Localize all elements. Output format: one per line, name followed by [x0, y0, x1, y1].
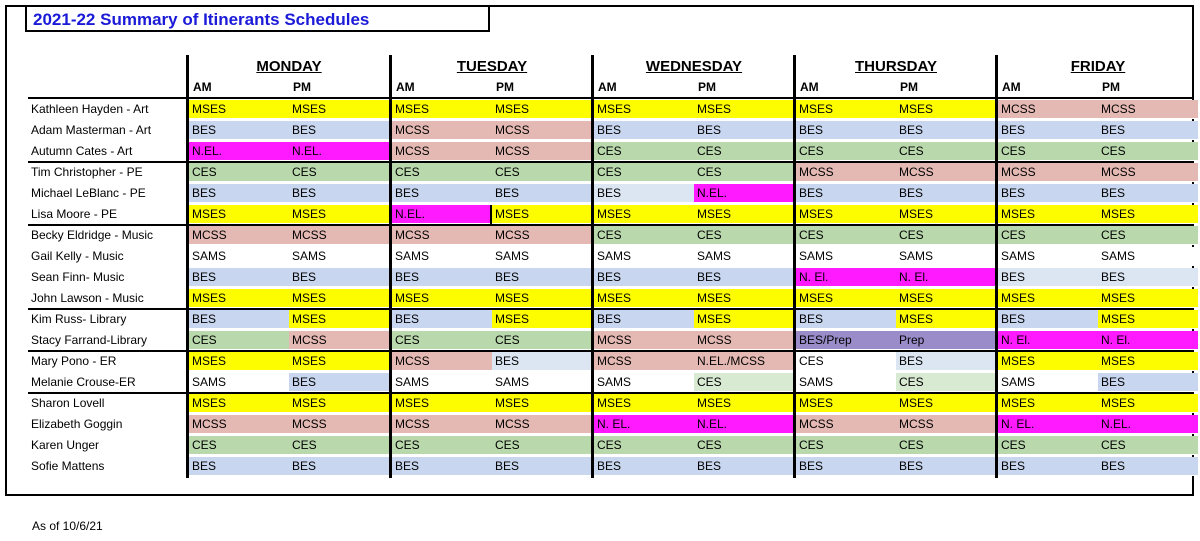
schedule-cell: BES [392, 268, 492, 287]
schedule-cell: CES [896, 142, 996, 161]
schedule-cell: CES [392, 163, 492, 182]
schedule-cell: MCSS [289, 331, 389, 350]
pm-header: PM [496, 80, 514, 94]
schedule-cell: MCSS [492, 142, 592, 161]
schedule-cell: BES [896, 352, 996, 371]
staff-name: Gail Kelly - Music [31, 249, 124, 263]
schedule-cell: N. El. [896, 268, 996, 287]
schedule-cell: MCSS [896, 415, 996, 434]
day-separator [186, 55, 189, 478]
schedule-cell: MSES [796, 289, 896, 308]
schedule-cell: MCSS [392, 415, 492, 434]
schedule-cell: MSES [492, 394, 592, 413]
schedule-cell: MSES [896, 100, 996, 119]
am-header: AM [193, 80, 212, 94]
schedule-cell: BES [998, 457, 1098, 476]
staff-name: Michael LeBlanc - PE [31, 186, 146, 200]
schedule-cell: MSES [896, 394, 996, 413]
day-separator [793, 55, 796, 478]
staff-name: Mary Pono - ER [31, 354, 117, 368]
schedule-cell: MSES [796, 394, 896, 413]
schedule-cell: N.EL. [694, 184, 794, 203]
schedule-cell: BES [998, 310, 1098, 329]
day-header-friday: FRIDAY [1070, 58, 1126, 75]
schedule-cell: BES [694, 457, 794, 476]
schedule-cell: BES [594, 457, 694, 476]
schedule-cell: MCSS [594, 352, 694, 371]
schedule-cell: MSES [492, 289, 592, 308]
schedule-cell: CES [392, 436, 492, 455]
group-divider [28, 224, 1193, 226]
staff-name: Karen Unger [31, 438, 100, 452]
schedule-cell: N. EL. [998, 415, 1098, 434]
schedule-cell: BES [189, 457, 289, 476]
schedule-cell: MCSS [492, 121, 592, 140]
schedule-cell: N.EL. [1098, 415, 1198, 434]
schedule-cell: BES/Prep [796, 331, 896, 350]
schedule-cell: CES [694, 142, 794, 161]
pm-header: PM [900, 80, 918, 94]
schedule-cell: MSES [189, 352, 289, 371]
schedule-cell: MCSS [1098, 100, 1198, 119]
schedule-cell: BES [796, 457, 896, 476]
schedule-cell: BES [289, 373, 389, 392]
schedule-cell: BES [594, 310, 694, 329]
schedule-cell: CES [189, 163, 289, 182]
schedule-cell: N.EL. [694, 415, 794, 434]
schedule-cell: MCSS [492, 226, 592, 245]
schedule-cell: BES [594, 184, 694, 203]
schedule-cell: MCSS [289, 226, 389, 245]
schedule-cell: BES [392, 310, 492, 329]
schedule-cell: CES [896, 436, 996, 455]
schedule-cell: BES [694, 268, 794, 287]
schedule-cell: CES [998, 226, 1098, 245]
schedule-cell: BES [1098, 121, 1198, 140]
header-divider [28, 97, 1193, 99]
schedule-cell: MCSS [796, 415, 896, 434]
schedule-cell: SAMS [492, 373, 592, 392]
schedule-cell: SAMS [796, 247, 896, 266]
schedule-cell: BES [796, 310, 896, 329]
schedule-cell: CES [492, 436, 592, 455]
schedule-cell: MCSS [189, 226, 289, 245]
am-header: AM [800, 80, 819, 94]
schedule-cell: N.EL. [289, 142, 389, 161]
schedule-cell: MCSS [998, 100, 1098, 119]
schedule-cell: N. El. [796, 268, 896, 287]
schedule-cell: N.EL. [392, 205, 492, 224]
schedule-cell: MSES [189, 205, 289, 224]
schedule-cell: SAMS [594, 247, 694, 266]
schedule-cell: MCSS [392, 352, 492, 371]
schedule-cell: BES [289, 268, 389, 287]
schedule-cell: SAMS [796, 373, 896, 392]
schedule-cell: SAMS [392, 373, 492, 392]
schedule-cell: SAMS [289, 247, 389, 266]
schedule-cell: CES [594, 226, 694, 245]
schedule-cell: BES [492, 268, 592, 287]
schedule-cell: BES [998, 121, 1098, 140]
schedule-cell: BES [289, 457, 389, 476]
schedule-cell: CES [189, 331, 289, 350]
schedule-cell: MSES [289, 352, 389, 371]
schedule-cell: BES [694, 121, 794, 140]
schedule-cell: CES [1098, 142, 1198, 161]
schedule-cell: BES [289, 121, 389, 140]
day-separator [591, 55, 594, 478]
schedule-cell: MSES [289, 394, 389, 413]
schedule-cell: MSES [492, 205, 592, 224]
schedule-cell: MCSS [392, 121, 492, 140]
day-header-monday: MONDAY [256, 58, 322, 75]
schedule-cell: CES [492, 163, 592, 182]
schedule-cell: CES [796, 142, 896, 161]
schedule-cell: CES [492, 331, 592, 350]
schedule-cell: MSES [998, 352, 1098, 371]
schedule-cell: BES [896, 184, 996, 203]
schedule-cell: BES [896, 457, 996, 476]
schedule-cell: BES [796, 184, 896, 203]
schedule-cell: BES [189, 268, 289, 287]
schedule-cell: BES [392, 184, 492, 203]
schedule-cell: SAMS [189, 373, 289, 392]
schedule-cell: MSES [189, 100, 289, 119]
schedule-cell: BES [1098, 268, 1198, 287]
schedule-cell: BES [1098, 457, 1198, 476]
schedule-cell: MCSS [492, 415, 592, 434]
schedule-cell: SAMS [694, 247, 794, 266]
schedule-cell: MSES [998, 205, 1098, 224]
schedule-cell: SAMS [392, 247, 492, 266]
schedule-cell: SAMS [1098, 247, 1198, 266]
schedule-cell: BES [492, 352, 592, 371]
staff-name: Adam Masterman - Art [31, 123, 152, 137]
schedule-cell: MCSS [189, 415, 289, 434]
schedule-cell: MCSS [392, 226, 492, 245]
schedule-cell: MSES [1098, 289, 1198, 308]
schedule-cell: MSES [189, 289, 289, 308]
schedule-cell: SAMS [189, 247, 289, 266]
schedule-cell: MSES [1098, 394, 1198, 413]
title-box [25, 5, 490, 32]
staff-name: Elizabeth Goggin [31, 417, 123, 431]
schedule-cell: MSES [1098, 205, 1198, 224]
schedule-cell: MSES [998, 289, 1098, 308]
staff-name: Kim Russ- Library [31, 312, 127, 326]
schedule-cell: SAMS [998, 373, 1098, 392]
schedule-cell: BES [1098, 373, 1198, 392]
schedule-cell: CES [289, 436, 389, 455]
schedule-cell: N.EL./MCSS [694, 352, 794, 371]
schedule-cell: MSES [694, 100, 794, 119]
schedule-cell: CES [694, 226, 794, 245]
schedule-cell: MSES [289, 310, 389, 329]
pm-header: PM [698, 80, 716, 94]
staff-name: Sean Finn- Music [31, 270, 125, 284]
day-header-tuesday: TUESDAY [456, 58, 528, 75]
schedule-cell: MSES [189, 394, 289, 413]
schedule-cell: MSES [392, 100, 492, 119]
group-divider [28, 392, 1193, 394]
schedule-cell: MSES [1098, 310, 1198, 329]
schedule-cell: SAMS [492, 247, 592, 266]
pm-header: PM [293, 80, 311, 94]
schedule-cell: BES [1098, 184, 1198, 203]
am-header: AM [396, 80, 415, 94]
as-of-date: As of 10/6/21 [32, 519, 103, 533]
day-header-wednesday: WEDNESDAY [645, 58, 743, 75]
schedule-cell: SAMS [594, 373, 694, 392]
schedule-cell: CES [998, 142, 1098, 161]
am-header: AM [1002, 80, 1021, 94]
schedule-cell: N.EL. [189, 142, 289, 161]
day-separator [995, 55, 998, 478]
schedule-cell: CES [896, 373, 996, 392]
schedule-cell: MCSS [896, 163, 996, 182]
schedule-cell: MSES [796, 205, 896, 224]
am-header: AM [598, 80, 617, 94]
schedule-cell: MSES [289, 289, 389, 308]
schedule-cell: MSES [594, 394, 694, 413]
schedule-cell: CES [796, 436, 896, 455]
schedule-cell: MSES [694, 394, 794, 413]
schedule-cell: BES [289, 184, 389, 203]
schedule-cell: MCSS [796, 163, 896, 182]
schedule-cell: MSES [392, 289, 492, 308]
schedule-cell: CES [594, 436, 694, 455]
schedule-cell: CES [189, 436, 289, 455]
schedule-cell: MSES [492, 310, 592, 329]
schedule-cell: MSES [694, 310, 794, 329]
schedule-cell: BES [392, 457, 492, 476]
schedule-cell: MSES [694, 205, 794, 224]
schedule-cell: MSES [289, 100, 389, 119]
page-title: 2021-22 Summary of Itinerants Schedules [33, 10, 370, 29]
schedule-cell: BES [189, 184, 289, 203]
staff-name: Autumn Cates - Art [31, 144, 133, 158]
schedule-cell: BES [998, 184, 1098, 203]
schedule-cell: MSES [998, 394, 1098, 413]
schedule-cell: CES [694, 373, 794, 392]
staff-name: Kathleen Hayden - Art [31, 102, 149, 116]
schedule-cell: CES [796, 352, 896, 371]
schedule-cell: MSES [492, 100, 592, 119]
group-divider [28, 350, 1193, 352]
group-divider [28, 161, 1193, 163]
day-separator [389, 55, 392, 478]
schedule-cell: MCSS [594, 331, 694, 350]
schedule-cell: MSES [594, 289, 694, 308]
staff-name: Sofie Mattens [31, 459, 105, 473]
day-header-thursday: THURSDAY [855, 58, 937, 75]
staff-name: John Lawson - Music [31, 291, 144, 305]
staff-name: Tim Christopher - PE [31, 165, 143, 179]
staff-name: Becky Eldridge - Music [31, 228, 154, 242]
schedule-cell: BES [594, 121, 694, 140]
schedule-cell: BES [896, 121, 996, 140]
schedule-cell: CES [1098, 226, 1198, 245]
schedule-cell: CES [594, 142, 694, 161]
schedule-cell: SAMS [896, 247, 996, 266]
schedule-cell: BES [492, 457, 592, 476]
schedule-cell: MSES [1098, 352, 1198, 371]
schedule-cell: MSES [796, 100, 896, 119]
schedule-cell: MCSS [392, 142, 492, 161]
schedule-cell: CES [998, 436, 1098, 455]
schedule-cell: MCSS [694, 331, 794, 350]
schedule-cell: MSES [896, 310, 996, 329]
schedule-cell: SAMS [998, 247, 1098, 266]
schedule-cell: CES [694, 436, 794, 455]
staff-name: Sharon Lovell [31, 396, 105, 410]
schedule-cell: BES [492, 184, 592, 203]
schedule-cell: CES [289, 163, 389, 182]
schedule-cell: N. El. [998, 331, 1098, 350]
schedule-cell: MSES [289, 205, 389, 224]
schedule-cell: N. EL. [594, 415, 694, 434]
schedule-cell: MSES [694, 289, 794, 308]
schedule-cell: BES [189, 121, 289, 140]
pm-header: PM [1102, 80, 1120, 94]
schedule-cell: CES [896, 226, 996, 245]
schedule-cell: MSES [896, 289, 996, 308]
staff-name: Stacy Farrand-Library [31, 333, 148, 347]
schedule-cell: BES [594, 268, 694, 287]
staff-name: Lisa Moore - PE [31, 207, 118, 221]
schedule-cell: MCSS [1098, 163, 1198, 182]
schedule-cell: CES [594, 163, 694, 182]
schedule-cell: Prep [896, 331, 996, 350]
schedule-cell: MCSS [289, 415, 389, 434]
staff-name: Melanie Crouse-ER [31, 375, 136, 389]
schedule-cell: MSES [594, 100, 694, 119]
schedule-cell: CES [694, 163, 794, 182]
group-divider [28, 308, 1193, 310]
schedule-cell: MSES [896, 205, 996, 224]
schedule-cell: BES [998, 268, 1098, 287]
cell-divider [490, 205, 492, 224]
schedule-cell: CES [796, 226, 896, 245]
schedule-cell: CES [1098, 436, 1198, 455]
schedule-cell: N. El. [1098, 331, 1198, 350]
schedule-cell: MSES [392, 394, 492, 413]
schedule-cell: MSES [594, 205, 694, 224]
schedule-cell: CES [392, 331, 492, 350]
schedule-cell: BES [189, 310, 289, 329]
schedule-cell: BES [796, 121, 896, 140]
schedule-cell: MCSS [998, 163, 1098, 182]
